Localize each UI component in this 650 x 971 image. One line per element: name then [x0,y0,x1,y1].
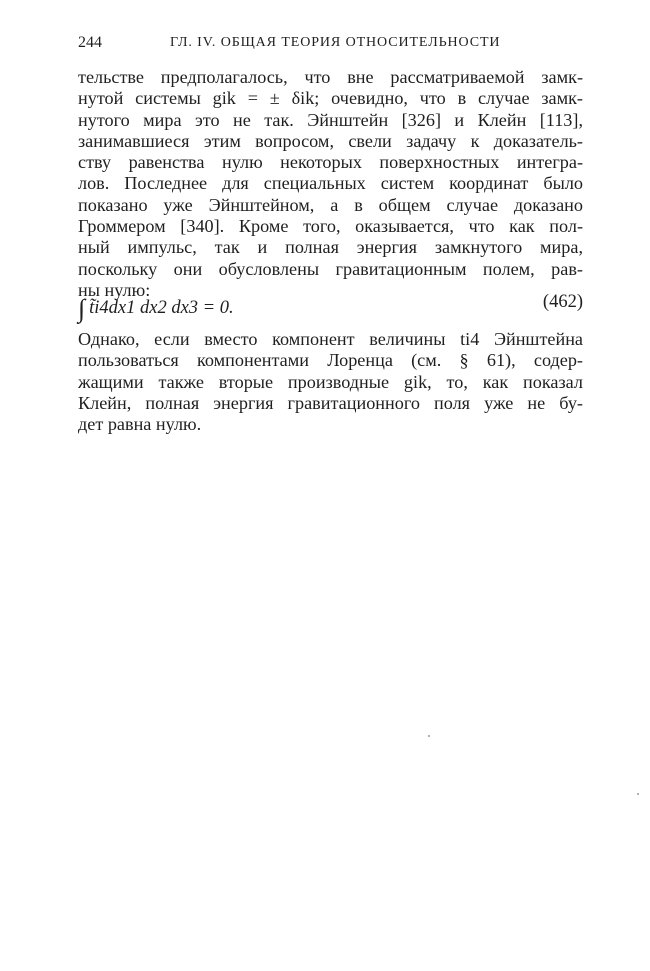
page-header [78,34,583,56]
equation-462 [78,290,583,323]
text-line: жащими также вторые производные gik, то, как показал [78,371,583,392]
text-line: лов. Последнее для специальных систем координат было [78,173,583,194]
integral-sign: ∫ [78,294,86,323]
scan-speck [637,793,639,795]
text-line: ны нулю: [78,279,151,300]
equation-number: (462) [542,292,583,312]
text-line: тельстве предполагалось, что вне рассматриваемой замк- [78,67,583,87]
text-line: ству равенства нулю некоторых поверхностных интегра- [78,152,583,173]
equation-expression: t̃i4dx1 dx2 dx3 = 0. [89,298,234,318]
text-line: Однако, если вместо компонент величины ti4 Эйнштейна [78,329,583,349]
text-line: нутой системы gik = ± δik; очевидно, что в случае замк- [78,88,583,109]
equation-body [78,290,234,323]
text-line: дет равна нулю. [78,414,202,435]
text-line: ный импульс, так и полная энергия замкнутого мира, [78,237,583,258]
text-line: Клейн, полная энергия гравитационного поля уже не бу- [78,392,583,413]
running-head: ГЛ. IV. ОБЩАЯ ТЕОРИЯ ОТНОСИТЕЛЬНОСТИ [170,35,501,50]
page-number: 244 [78,34,102,51]
paragraph-2 [78,329,583,435]
text-line: нутого мира это не так. Эйнштейн [326] и Клейн [113], [78,109,583,130]
text-line: пользоваться компонентами Лоренца (см. § 61), содер- [78,350,583,371]
text-line: Громмером [340]. Кроме того, оказывается, что как пол- [78,216,583,237]
text-line: показано уже Эйнштейном, а в общем случае доказано [78,194,583,215]
scan-speck [428,735,430,737]
text-line: поскольку они обусловлены гравитационным полем, рав- [78,258,583,279]
paragraph-1 [78,67,583,301]
text-line: занимавшиеся этим вопросом, свели задачу к доказатель- [78,130,583,151]
